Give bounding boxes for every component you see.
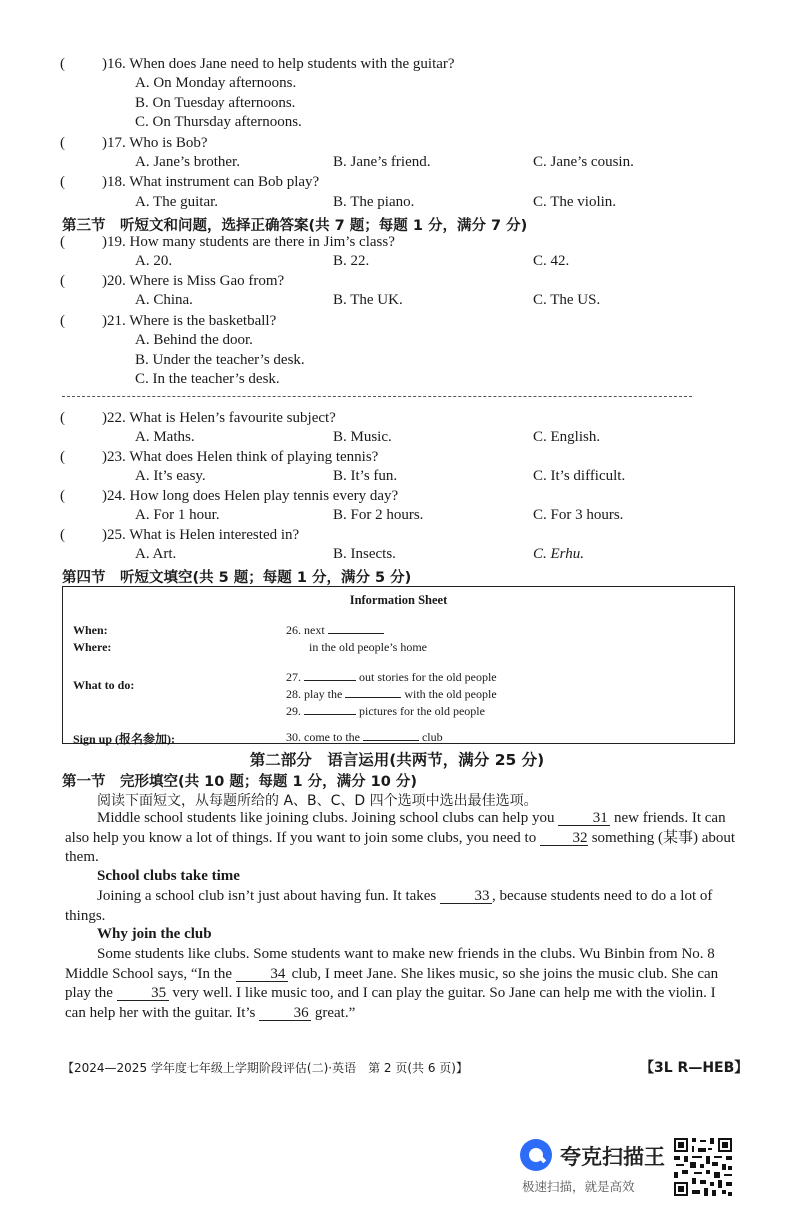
q22-option-c: C. English. bbox=[533, 429, 601, 445]
q17-option-b: B. Jane’s friend. bbox=[333, 154, 431, 170]
dashed-divider bbox=[62, 396, 692, 397]
q19-option-b: B. 22. bbox=[333, 253, 370, 269]
scanner-logo-icon bbox=[518, 1137, 554, 1173]
blank-35[interactable]: 35 bbox=[117, 986, 169, 1001]
sheet-what-label: What to do: bbox=[73, 678, 135, 692]
q16-option-c: C. On Thursday afternoons. bbox=[135, 114, 302, 130]
q17-paren: ( bbox=[60, 135, 65, 151]
scanner-app-name: 夸克扫描王 bbox=[560, 1145, 665, 1169]
q18-paren: ( bbox=[60, 174, 65, 190]
q25-option-a: A. Art. bbox=[135, 546, 177, 562]
q25-option-c: C. Erhu. bbox=[533, 546, 584, 562]
q24-option-a: A. For 1 hour. bbox=[135, 507, 220, 523]
q25-option-b: B. Insects. bbox=[333, 546, 396, 562]
sheet-item-29: 29. pictures for the old people bbox=[286, 704, 485, 718]
q23-option-c: C. It’s difficult. bbox=[533, 468, 626, 484]
sheet-item-27: 27. out stories for the old people bbox=[286, 670, 497, 684]
q18-option-c: C. The violin. bbox=[533, 194, 617, 210]
sheet-item-26: 26. next bbox=[286, 623, 384, 638]
q22-option-b: B. Music. bbox=[333, 429, 392, 445]
q17-option-c: C. Jane’s cousin. bbox=[533, 154, 634, 170]
footer-info: 【2024—2025 学年度七年级上学期阶段评估(二)·英语 第 2 页(共 6 页)】 bbox=[62, 1061, 468, 1075]
q18-question: )18. What instrument can Bob play? bbox=[102, 174, 320, 190]
information-sheet bbox=[62, 586, 735, 744]
footer-code: 【3L R—HEB】 bbox=[640, 1060, 749, 1076]
q22-option-a: A. Maths. bbox=[135, 429, 195, 445]
q16-question: )16. When does Jane need to help students with the guitar? bbox=[102, 56, 455, 72]
q20-option-c: C. The US. bbox=[533, 292, 601, 308]
q24-option-c: C. For 3 hours. bbox=[533, 507, 624, 523]
blank-27[interactable] bbox=[304, 680, 356, 681]
q20-option-a: A. China. bbox=[135, 292, 193, 308]
sheet-where-value: in the old people’s home bbox=[309, 640, 427, 654]
q25-question: )25. What is Helen interested in? bbox=[102, 527, 300, 543]
q24-option-b: B. For 2 hours. bbox=[333, 507, 424, 523]
q17-option-a: A. Jane’s brother. bbox=[135, 154, 240, 170]
q22-question: )22. What is Helen’s favourite subject? bbox=[102, 410, 336, 426]
q20-option-b: B. The UK. bbox=[333, 292, 403, 308]
q22-paren: ( bbox=[60, 410, 65, 426]
blank-32[interactable]: 32 bbox=[540, 831, 588, 846]
sheet-item-30: 30. come to the club bbox=[286, 730, 443, 744]
q21-option-c: C. In the teacher’s desk. bbox=[135, 371, 280, 387]
section-3-heading: 第三节 听短文和问题，选择正确答案(共 7 题；每题 1 分，满分 7 分) bbox=[62, 218, 528, 234]
blank-33[interactable]: 33 bbox=[440, 889, 492, 904]
q21-option-a: A. Behind the door. bbox=[135, 332, 253, 348]
passage-heading-1: School clubs take time bbox=[97, 868, 240, 884]
q23-paren: ( bbox=[60, 449, 65, 465]
q23-option-a: A. It’s easy. bbox=[135, 468, 206, 484]
blank-36[interactable]: 36 bbox=[259, 1006, 311, 1021]
q19-question: )19. How many students are there in Jim’s class? bbox=[102, 234, 395, 250]
q18-option-a: A. The guitar. bbox=[135, 194, 219, 210]
q19-paren: ( bbox=[60, 234, 65, 250]
sheet-where-label: Where: bbox=[73, 640, 112, 654]
blank-31[interactable]: 31 bbox=[558, 811, 610, 826]
q23-question: )23. What does Helen think of playing tennis? bbox=[102, 449, 379, 465]
q16-paren: ( bbox=[60, 56, 65, 72]
sheet-title: Information Sheet bbox=[349, 593, 448, 607]
q21-option-b: B. Under the teacher’s desk. bbox=[135, 352, 305, 368]
q20-paren: ( bbox=[60, 273, 65, 289]
q17-question: )17. Who is Bob? bbox=[102, 135, 208, 151]
scanner-slogan: 极速扫描，就是高效 bbox=[522, 1179, 635, 1194]
q19-option-a: A. 20. bbox=[135, 253, 173, 269]
blank-28[interactable] bbox=[345, 697, 401, 698]
q21-paren: ( bbox=[60, 313, 65, 329]
cloze-instruction: 阅读下面短文，从每题所给的 A、B、C、D 四个选项中选出最佳选项。 bbox=[97, 793, 538, 809]
passage-paragraph-2: Joining a school club isn’t just about having fun. It takes 33 , because students need to do a lot of things. bbox=[65, 888, 713, 924]
blank-34[interactable]: 34 bbox=[236, 967, 288, 982]
q18-option-b: B. The piano. bbox=[333, 194, 415, 210]
sheet-item-28: 28. play the with the old people bbox=[286, 687, 497, 701]
part-2-heading: 第二部分 语言运用(共两节，满分 25 分) bbox=[249, 751, 545, 769]
blank-29[interactable] bbox=[304, 714, 356, 715]
q23-option-b: B. It’s fun. bbox=[333, 468, 398, 484]
passage-paragraph-3: Some students like clubs. Some students want to make new friends in the clubs. Wu Binbin from No. 8 Middle School says, “In the 34 club, I meet Jane. She likes music, so she joins the music club. She can play the 35 very well. I like music too, and I can play the guitar. So Jane can help me with the violin. I can help her with the guitar. It’s 36 great.” bbox=[65, 946, 719, 1021]
sheet-signup-label: Sign up (报名参加): bbox=[73, 732, 176, 746]
blank-26[interactable] bbox=[328, 633, 384, 634]
q16-option-a: A. On Monday afternoons. bbox=[135, 75, 297, 91]
passage-heading-2: Why join the club bbox=[97, 926, 212, 942]
q25-paren: ( bbox=[60, 527, 65, 543]
q24-question: )24. How long does Helen play tennis every day? bbox=[102, 488, 399, 504]
q16-option-b: B. On Tuesday afternoons. bbox=[135, 95, 296, 111]
q19-option-c: C. 42. bbox=[533, 253, 570, 269]
q20-question: )20. Where is Miss Gao from? bbox=[102, 273, 285, 289]
blank-30[interactable] bbox=[363, 740, 419, 741]
section-1-heading: 第一节 完形填空(共 10 题；每题 1 分，满分 10 分) bbox=[62, 774, 417, 790]
sheet-when-label: When: bbox=[73, 623, 108, 637]
passage-paragraph-1: Middle school students like joining clubs. Joining school clubs can help you 31 new friends. It can also help you know a lot of things. If you want to join some clubs, you need to 32 something (某事) about them. bbox=[65, 810, 736, 865]
q24-paren: ( bbox=[60, 488, 65, 504]
q21-question: )21. Where is the basketball? bbox=[102, 313, 277, 329]
section-4-heading: 第四节 听短文填空(共 5 题；每题 1 分，满分 5 分) bbox=[62, 570, 412, 586]
qr-code-icon bbox=[672, 1136, 734, 1198]
